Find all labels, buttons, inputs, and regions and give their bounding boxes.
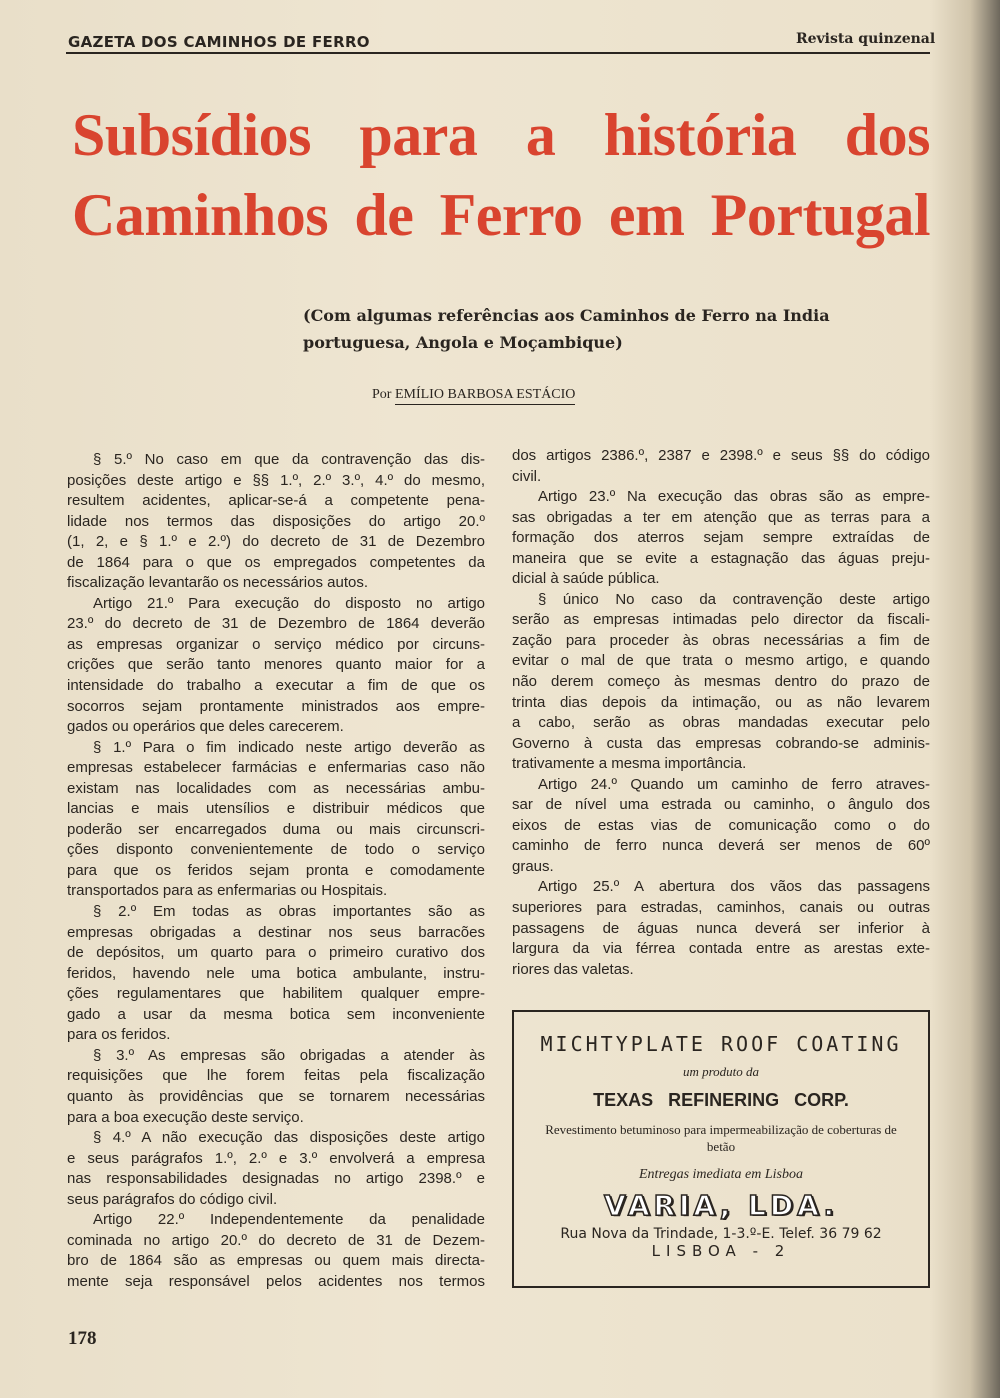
text-line: bro de 1864 são as empresas ou quem mais directa- (67, 1252, 485, 1270)
text-line: de depósitos, um quarto para o primeiro curativo dos (67, 944, 485, 962)
text-line: fiscalização levantarão os necessários autos. (67, 574, 368, 592)
ad-delivery: Entregas imediata em Lisboa (639, 1167, 803, 1182)
text-line: cominada no artigo 20.º do decreto de 31 de Dezem- (67, 1231, 485, 1249)
paragraph (67, 594, 485, 738)
text-line: posições deste artigo e §§ 1.º, 2.º 3.º, 4.º do mesmo, (67, 471, 485, 489)
text-line: quanto às providências que se tornarem necessárias (67, 1087, 485, 1105)
text-line: superiores para estradas, caminhos, canais ou outras (512, 899, 930, 917)
paragraph (67, 1046, 485, 1128)
paragraph (512, 877, 930, 980)
paragraph (67, 450, 485, 594)
paragraph (67, 738, 485, 902)
text-line: § 1.º Para o fim indicado neste artigo deverão as (93, 738, 485, 756)
text-line: § 2.º Em todas as obras importantes são as (93, 903, 485, 921)
text-line: maneira que se evite a estagnação das águas preju- (512, 549, 930, 567)
text-line: lidade nos termos das disposições do artigo 20.º (67, 512, 485, 530)
text-line: seus parágrafos do código civil. (67, 1190, 278, 1208)
text-line: socorros sejam prontamente ministrados aos empre- (67, 697, 485, 715)
publication-name: GAZETA DOS CAMINHOS DE FERRO (68, 33, 370, 51)
text-line: requisições que lhe forem feitas pela fiscalização (67, 1067, 485, 1085)
right-text-column (512, 446, 930, 980)
text-line: sas obrigadas a ter em atenção que as terras para a (512, 508, 930, 526)
ad-product-of: um produto da (682, 1064, 760, 1079)
text-line: trinta dias depois da intimação, ou as não levarem (512, 693, 930, 711)
text-line: nas responsabilidades designadas no artigo 2398.º e (67, 1170, 485, 1188)
paragraph (512, 775, 930, 878)
text-line: Artigo 24.º Quando um caminho de ferro atraves- (538, 775, 930, 793)
text-line: § 3.º As empresas são obrigadas a atender às (93, 1046, 485, 1064)
paragraph (67, 1210, 485, 1292)
advertisement-box (512, 1010, 930, 1288)
text-line: para os feridos. (67, 1026, 171, 1044)
text-line: não derem começo às mesmas dentro do prazo de (512, 673, 930, 691)
text-line: 23.º do decreto de 31 de Dezembro de 1864 deverão (67, 615, 485, 633)
text-line: Artigo 23.º Na execução das obras são as empre- (538, 488, 930, 506)
page-number: 178 (68, 1328, 97, 1349)
article-subtitle: (Com algumas referências aos Caminhos de Ferro na India portuguesa, Angola e Moçambique) (303, 306, 830, 352)
text-line: a cabo, serão as obras mandadas executar pelo (512, 714, 930, 732)
article-title-line-2: Caminhos de Ferro em Portugal (72, 182, 930, 248)
ad-address: Rua Nova da Trindade, 1-3.º-E. Telef. 36 79 62 (560, 1226, 882, 1242)
text-line: de 1864 para o que os empregados competentes da (67, 553, 485, 571)
byline-prefix: Por (372, 387, 392, 402)
text-line: Artigo 22.º Independentemente da penalidade (93, 1211, 485, 1229)
text-line: gado a usar da mesma botica sem inconveniente (67, 1005, 485, 1023)
text-line: as empresas organizar o serviço médico por circuns- (67, 635, 485, 653)
paragraph (512, 446, 930, 487)
text-line: transportados para as enfermarias ou Hospitais. (67, 882, 388, 900)
header-rule (66, 52, 930, 54)
text-line: graus. (512, 857, 554, 875)
text-line: passagens de águas nunca deverá ser inferior à (512, 919, 930, 937)
text-line: para que os feridos sejam pronta e comodamente (67, 861, 485, 879)
text-line: (1, 2, e § 1.º e 2.º) do decreto de 31 de Dezembro (67, 533, 485, 551)
text-line: dicial à saúde pública. (512, 570, 660, 588)
text-line: eixos de estas vias de comunicação como o do (512, 816, 930, 834)
text-line: resultem acidentes, aplicar-se-á a competente pena- (67, 492, 485, 510)
text-line: feridos, havendo nele uma botica ambulante, instru- (67, 964, 485, 982)
paragraph (512, 590, 930, 775)
text-line: mente seja responsável pelos acidentes nos termos (67, 1272, 485, 1290)
text-line: ções regulamentares que habilitem qualquer empre- (67, 985, 485, 1003)
text-line: Artigo 21.º Para execução do disposto no artigo (93, 594, 485, 612)
text-line: intensidade do trabalho a executar a fim de que os (67, 677, 485, 695)
text-line: crições que serão tanto menores quanto maior for a (67, 656, 485, 674)
text-line: Governo à custa das empresas cobrando-se adminis- (512, 734, 930, 752)
ad-description: Revestimento betuminoso para impermeabilização de coberturas de betão (545, 1122, 897, 1154)
paragraph (67, 1128, 485, 1210)
text-line: largura da via férrea contada entre as arestas exte- (512, 940, 930, 958)
text-line: e seus parágrafos 1.º, 2.º e 3.º envolverá a empresa (67, 1149, 485, 1167)
text-line: empresas obrigadas a destinar nos seus barracões (67, 923, 485, 941)
text-line: § 5.º No caso em que da contravenção das dis- (93, 451, 485, 468)
text-line: trativamente a mesma importância. (512, 755, 747, 773)
text-line: serão as empresas intimadas pelo director da fiscali- (512, 611, 930, 629)
text-line: dos artigos 2386.º, 2387 e 2398.º e seus §§ do código (512, 447, 930, 464)
text-line: zação para proceder às obras necessárias a fim de (512, 631, 930, 649)
ad-product-name: MICHTYPLATE ROOF COATING (540, 1032, 902, 1056)
article-title-line-1: Subsídios para a história dos (72, 102, 930, 168)
paragraph (67, 902, 485, 1046)
text-line: civil. (512, 467, 542, 485)
text-line: evitar o mal de que trata o mesmo artigo, e quando (512, 652, 930, 670)
ad-dealer-logo: VARIA, LDA. (604, 1189, 838, 1222)
paragraph (512, 487, 930, 590)
ad-city: LISBOA - 2 (651, 1242, 791, 1260)
text-line: lancias e mais utensílios e distribuir médicos que (67, 800, 485, 818)
text-line: poderão ser encarregados duma ou mais circunscri- (67, 820, 485, 838)
text-line: ções disponto convenientemente de todo o serviço (67, 841, 485, 859)
byline (372, 387, 575, 403)
text-line: riores das valetas. (512, 960, 634, 978)
text-line: gados ou operários que deles carecerem. (67, 718, 344, 736)
text-line: § 4.º A não execução das disposições deste artigo (93, 1129, 485, 1147)
text-line: existam nas localidades com as necessárias ambu- (67, 779, 485, 797)
text-line: caminho de ferro nunca deverá ser menos de 60º (512, 837, 930, 855)
left-text-column (67, 450, 485, 1292)
author-name: EMÍLIO BARBOSA ESTÁCIO (395, 387, 575, 405)
text-line: empresas estabelecer farmácias e enfermarias caso não (67, 759, 485, 777)
publication-frequency: Revista quinzenal (796, 31, 936, 47)
text-line: § único No caso da contravenção deste artigo (538, 590, 930, 608)
text-line: formação dos aterros sejam sempre extraídas de (512, 529, 930, 547)
ad-manufacturer: TEXAS REFINERING CORP. (593, 1090, 849, 1110)
text-line: sar de nível uma estrada ou caminho, o ângulo dos (512, 796, 930, 814)
text-line: para a boa execução deste serviço. (67, 1108, 304, 1126)
text-line: Artigo 25.º A abertura dos vãos das passagens (538, 878, 930, 896)
